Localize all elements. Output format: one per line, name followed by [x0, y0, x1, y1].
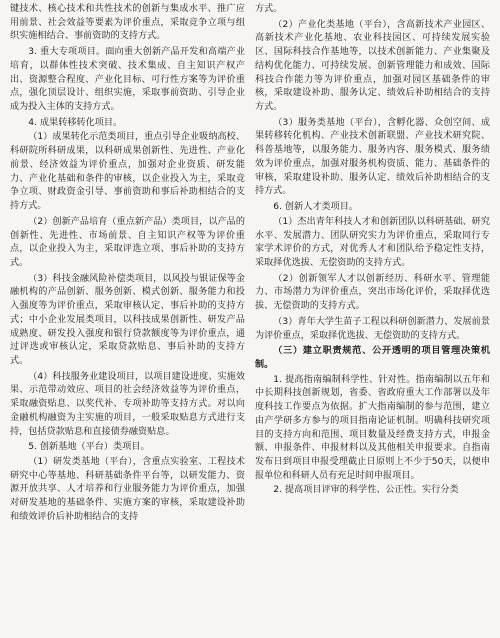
paragraph-continued: 键技术、核心技术和共性技术的创新与集成水平、推广应用前景、社会效益等要素为评价重点，采取竞争立项与组织实施相结合、事前资助的支持方式。	[10, 4, 245, 42]
paragraph-continued: 方式。	[255, 4, 283, 14]
section-heading-talent: 6. 创新人才类项目。	[273, 202, 359, 213]
paragraph-industrial-base: （2）产业化类基地（平台），含高新技术产业园区、高新技术产业化基地、农业科技园区、可持续发展实验区、国际科技合作基地等，以技术创新能力、产业集聚及结构优化能力、可持续发展、创新管理能力和成效、国际科技合作能力等为评价重点，加强对园区基础条件的审核，采取建设补助、服务认定、绩效后补助相结合的支持方式。	[255, 19, 490, 113]
section-heading-innovation-base: 5. 创新基地（平台）类项目。	[28, 442, 150, 453]
paragraph-service-industry: （4）科技服务业建设项目，以项目建设进度、实施效果、示范带动效应、项目的社会经济效益等为评价重点，采取融资贴息、以奖代补、专项补助等支持方式。对以向金融机构融资为主实施的项目，一般采取贴息方式进行支持，包括贷款贴息和直接债券融资贴息。	[10, 371, 245, 437]
left-column	[10, 3, 245, 638]
paragraph-review-fairness: 2. 提高项目评审的科学性、公正性。实行分类	[273, 485, 459, 496]
right-column	[255, 3, 490, 638]
section-heading-management-mechanism: （三）建立职责规范、公开透明的项目管理决策机制。	[255, 346, 490, 370]
paragraph-leading-talent: （2）创新领军人才以创新经历、科研水平、管理能力、市场潜力为评价重点，突出市场化评价，采取择优选拔、无偿资助的支持方式。	[255, 273, 490, 312]
paragraph-student-seedling: （3）青年大学生苗子工程以科研创新潜力、发展前景为评价重点，采取择优选拔、无偿资助的支持方式。	[255, 316, 490, 341]
paragraph-major-project: 3. 重大专项项目。面向重大创新产品开发和高端产业培育，以群体性技术突破、技术集成、自主知识产权产出、资源整合程度、产业化目标、可行性方案等为评价重点，强化顶层设计、组织实施，采取事前资助、引导企业成为投入主体的支持方式。	[10, 47, 245, 113]
paragraph-service-base: （3）服务类基地（平台），含孵化器、众创空间、成果转移转化机构、产业技术创新联盟、产业技术研究院、科普基地等，以服务能力、服务内容、服务模式、服务绩效为评价重点，加强对服务机构资质、能力、基础条件的审核，采取建设补助、服务认定、绩效后补助相结合的支持方式。	[255, 117, 490, 197]
paragraph-new-product: （2）创新产品培育（重点新产品）类项目，以产品的创新性、先进性、市场前景、自主知识产权等为评价重点，以企业投入为主，采取评选立项、事后补助的支持方式。	[10, 216, 245, 268]
paragraph-young-talent: （1）杰出青年科技人才和创新团队以科研基础、研究水平、发展潜力、团队研究实力为评价重点，采取同行专家学术评价的方式，对优秀人才和团队给予稳定性支持，采取择优选拔、无偿资助的支持方式。	[255, 216, 490, 268]
paragraph-finance-risk: （3）科技金融风险补偿类项目，以风投与银证保等金融机构的产品创新、服务创新、模式创新、服务能力和投入强度等为评价重点，采取审核认定、事后补助的支持方式；中小企业发展类项目，以科技成果创新性、研发产品成熟度、研发投入强度和银行贷款额度等为评价重点，通过评选或审核认定，采取贷款贴息、事后补助的支持方式。	[10, 273, 245, 366]
section-heading-achievement-transfer: 4. 成果转移转化项目。	[28, 117, 123, 128]
paragraph-transfer-demo: （1）成果转化示范类项目，重点引导企业吸纳高校、科研院所科研成果，以科研成果创新性、先进性、产业化前景、经济效益为评价重点，加强对企业资质、研发能力、产业化基础和条件的审核，以企业投入为主，采取竞争立项、财政资金引导、事前资助和事后补助相结合的支持方式。	[10, 132, 245, 212]
two-column-layout	[10, 3, 490, 638]
paragraph-rd-base: （1）研发类基地（平台），含重点实验室、工程技术研究中心等基地、科研基础条件平台等，以研发能力、资源开放共享、人才培养和行业服务能力为评价重点，加强对研发基地的基础条件、实施方案的审核，采取建设补助和绩效评价后补助相结合的支持	[10, 457, 245, 522]
paragraph-guideline-compilation: 1. 提高指南编制科学性、针对性。指南编制以五年和中长期科技创新规划，省委、省政府重大工作部署以及年度科技工作要点为依据。扩大指南编制的参与范围，建立由产学研多方参与的项目指南论证机制。明确科技研究项目的支持方向和范围、项目数量及经费支持方式，申报金额、申报条件、申报材料以及其他相关申报要求。自指南发布日到项目申报受理截止日原则上不少于50天，以便申报单位和科研人员有充足时间申报项目。	[255, 374, 490, 481]
